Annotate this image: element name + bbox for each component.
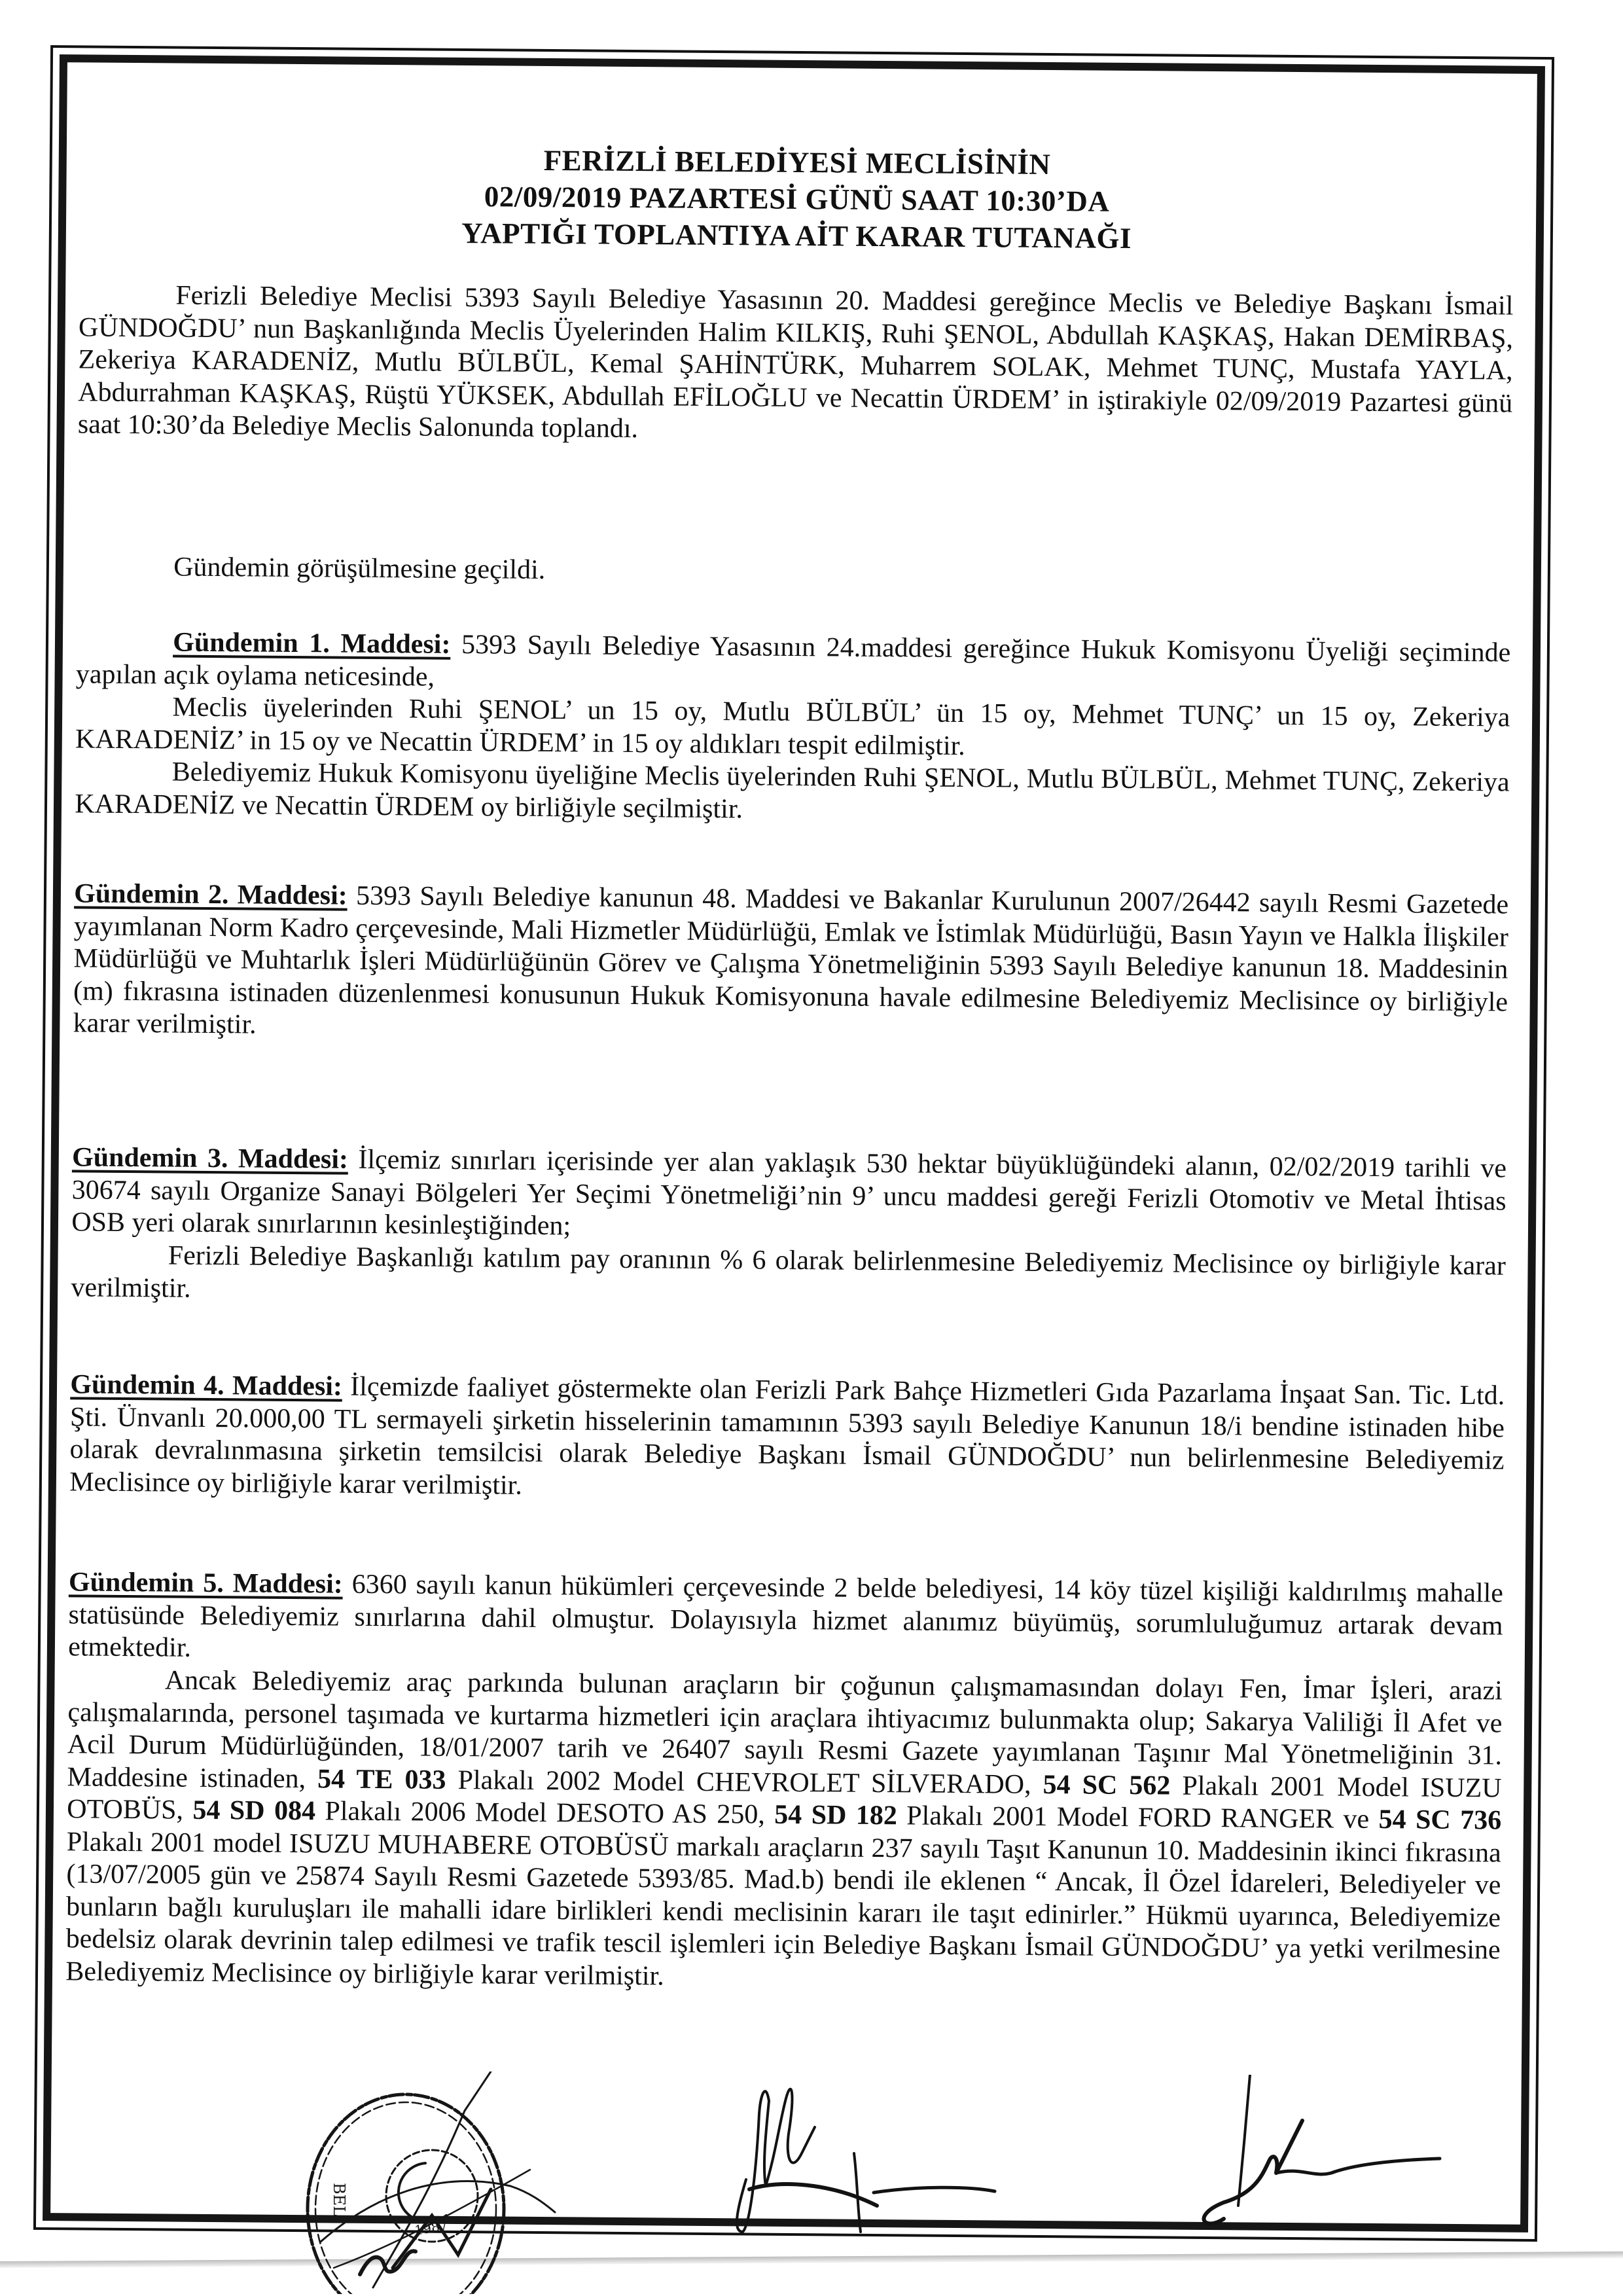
municipal-seal-stamp bbox=[294, 2072, 556, 2294]
license-plate: 54 SD 084 bbox=[192, 1795, 316, 1827]
agenda-item-label: Gündemin 4. Maddesi: bbox=[70, 1369, 343, 1402]
license-plate: 54 SD 182 bbox=[774, 1799, 898, 1831]
intro-paragraph: Ferizli Belediye Meclisi 5393 Sayılı Belediye Yasasının 20. Maddesi gereğince Meclis ve Belediye Başkanı İsmail GÜNDOĞDU’ nun Başkanlığında Meclis Üyelerinden Halim KILKIŞ, Ruhi ŞENOL, Abdullah KAŞKAŞ, Hakan DEMİRBAŞ, Zekeriya KARADENİZ, Mutlu BÜLBÜL, Kemal ŞAHİNTÜRK, Muharrem SOLAK, Mehmet TUNÇ, Mustafa YAYLA, Abdurrahman KAŞKAŞ, Rüştü YÜKSEK, Abdullah EFİLOĞLU ve Necattin ÜRDEM’ in iştirakiyle 02/09/2019 Pazartesi günü saat 10:30’da Belediye Meclis Salonunda toplandı. bbox=[77, 280, 1514, 444]
seal-year: 1987 bbox=[413, 2217, 450, 2238]
agenda-item-4 bbox=[69, 1369, 1505, 1509]
license-plate: 54 SC 736 bbox=[1378, 1804, 1502, 1836]
paragraph-text: Plakalı 2006 Model DESOTO AS 250, bbox=[315, 1796, 775, 1830]
agenda-item-3-paragraph: Ferizli Belediye Başkanlığı katılım pay oranının % 6 olarak belirlenmesine Belediyemiz Meclisince oy birliğiyle karar verilmiştir. bbox=[71, 1240, 1507, 1304]
paragraph-text: Plakalı 2001 model ISUZU MUHABERE OTOBÜSÜ markalı araçların 237 sayılı Taşıt Kanunun 10. Maddesinin ikinci fıkrasına (13/07/2005 gün ve 25874 Sayılı Resmi Gazetede 5393/85. Mad.b) bendi ile eklenen “ Ancak, İl Özel İdareleri, Belediyeler ve bunların bağlı kuruluşları ile mahalli idare birlikleri kendi meclisinin kararı ile taşıt edinirler.” Hükmü uyarınca, Belediyemize bedelsiz olarak devrinin talep edilmesi ve trafik tescil işlemleri için Belediye Başkanı İsmail GÜNDOĞDU’ ya yetki verilmesine Belediyemiz Meclisince oy birliğiyle karar verilmiştir. bbox=[65, 1826, 1501, 1991]
agenda-item-text: 5393 Sayılı Belediye kanunun 48. Maddesi ve Bakanlar Kurulunun 2007/26442 sayılı Resmi Gazetede yayımlanan Norm Kadro çerçevesinde, Mali Hizmetler Müdürlüğü, Emlak ve İstimlak Müdürlüğü, Basın Yayın ve Halkla İlişkiler Müdürlüğü ve Muhtarlık İşleri Müdürlüğünün Görev ve Çalışma Yönetmeliğinin 5393 Sayılı Belediye kanunun 18. Maddesinin (m) fıkrasına istinaden düzenlenmesi konusunun Hukuk Komisyonuna havale edilmesine Belediyemiz Meclisince oy birliğiyle karar verilmiştir. bbox=[73, 880, 1509, 1040]
agenda-item-3 bbox=[71, 1141, 1507, 1250]
agenda-item-1-paragraph: Meclis üyelerinden Ruhi ŞENOL’ un 15 oy, Mutlu BÜLBÜL’ ün 15 oy, Mehmet TUNÇ’ un 15 oy, Zekeriya KARADENİZ’ in 15 oy ve Necattin ÜRDEM’ in 15 oy aldıkları tespit edilmiştir. bbox=[75, 692, 1510, 761]
license-plate: 54 TE 033 bbox=[317, 1763, 446, 1795]
agenda-item-5-paragraph bbox=[65, 1664, 1503, 1999]
document-title bbox=[79, 138, 1514, 259]
agenda-item-1 bbox=[76, 626, 1511, 702]
agenda-item-text: İlçemizde faaliyet göstermekte olan Ferizli Park Bahçe Hizmetleri Gıda Pazarlama İnşaat San. Tic. Ltd. Şti. Ünvanlı 20.000,00 TL sermayeli şirketin hisselerinin tamamının 5393 sayılı Belediye Kanunun 18/i bendine istinaden hibe olarak devralınmasına şirketin temsilcisi olarak Belediye Başkanı İsmail GÜNDOĞDU’ nun belirlenmesine Belediyemiz Meclisince oy birliğiyle karar verilmiştir. bbox=[69, 1371, 1505, 1501]
paragraph-text: Plakalı 2001 Model ISUZU OTOBÜS, bbox=[67, 1770, 1502, 1825]
agenda-item-text: 5393 Sayılı Belediye Yasasının 24.maddesi gereğince Hukuk Komisyonu Üyeliği seçiminde yapılan açık oylama neticesinde, bbox=[75, 629, 1511, 692]
paper-edge-shadow bbox=[0, 2251, 1623, 2268]
agenda-item-2 bbox=[73, 878, 1508, 1051]
paragraph-text: Plakalı 2001 Model FORD RANGER ve bbox=[897, 1801, 1379, 1835]
agenda-item-label: Gündemin 2. Maddesi: bbox=[74, 878, 348, 911]
agenda-item-label: Gündemin 5. Maddesi: bbox=[68, 1567, 343, 1600]
paragraph-text: Plakalı 2002 Model CHEVROLET SİLVERADO, bbox=[446, 1765, 1043, 1800]
seal-lettering: BEL bbox=[330, 2183, 348, 2217]
agenda-item-label: Gündemin 3. Maddesi: bbox=[71, 1142, 349, 1175]
agenda-item-label: Gündemin 1. Maddesi: bbox=[173, 627, 451, 660]
title-line: YAPTIĞI TOPLANTIYA AİT KARAR TUTANAĞI bbox=[461, 216, 1132, 255]
signature-1 bbox=[720, 2075, 1086, 2245]
document-body bbox=[65, 0, 1516, 1991]
title-line: FERİZLİ BELEDİYESİ MECLİSİNİN bbox=[543, 143, 1051, 181]
license-plate: 54 SC 562 bbox=[1043, 1769, 1171, 1801]
agenda-item-5 bbox=[68, 1566, 1503, 1675]
paragraph-text: Ancak Belediyemiz araç parkında bulunan araçların bir çoğunun çalışmamasından dolayı Fen, İmar İşleri, arazi çalışmalarında, personel taşımada ve kurtarma hizmetleri için araçlara ihtiyacımız bulunmakta olup; Sakarya Valiliği İl Afet ve Acil Durum Müdürlüğünden, 18/01/2007 tarih ve 26407 sayılı Resmi Gazete yayımlanan Taşınır Mal Yönetmeliğinin 31. Maddesine istinaden, bbox=[67, 1665, 1503, 1794]
title-line: 02/09/2019 PAZARTESİ GÜNÜ SAAT 10:30’DA bbox=[484, 180, 1110, 218]
agenda-item-1-paragraph: Belediyemiz Hukuk Komisyonu üyeliğine Meclis üyelerinden Ruhi ŞENOL, Mutlu BÜLBÜL, Mehmet TUNÇ, Zekeriya KARADENİZ ve Necattin ÜRDEM oy birliğiyle seçilmiştir. bbox=[75, 757, 1510, 824]
agenda-item-text: 6360 sayılı kanun hükümleri çerçevesinde 2 belde belediyesi, 14 köy tüzel kişiliği kaldırılmış mahalle statüsünde Belediyemiz sınırlarına dahil olmuştur. Dolayısıyla hizmet alanımız büyümüş, sorumluluğumuz artarak devam etmektedir. bbox=[68, 1569, 1504, 1663]
agenda-item-text: İlçemiz sınırları içerisinde yer alan yaklaşık 530 hektar büyüklüğündeki alanın, 02/02/2019 tarihli ve 30674 sayılı Organize Sanayi Bölgeleri Yer Seçimi Yönetmeliği’nin 9’ uncu maddesi gereği Ferizli Otomotiv ve Metal İhtisas OSB yeri olarak sınırlarının kesinleştiğinden; bbox=[71, 1144, 1507, 1242]
agenda-start-text: Gündemin görüşülmesine geçildi. bbox=[173, 552, 546, 585]
signature-2 bbox=[1165, 2075, 1531, 2245]
